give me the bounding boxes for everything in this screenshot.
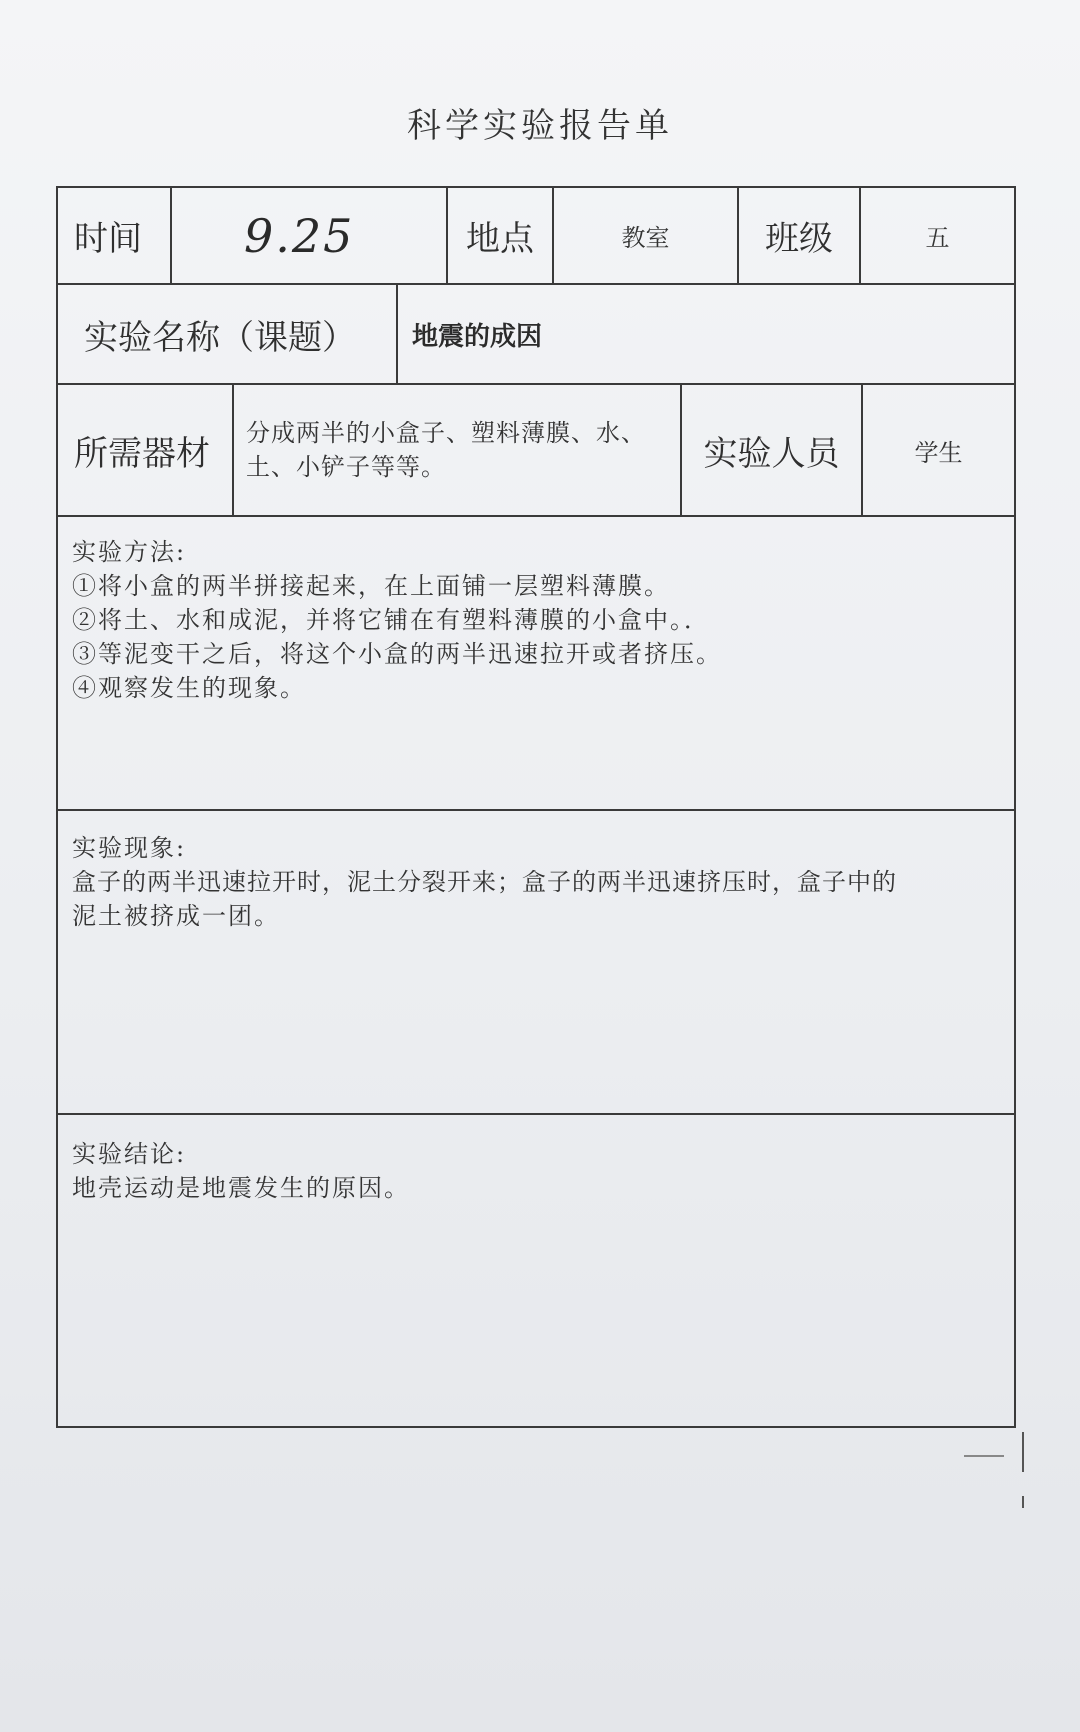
place-value: 教室 bbox=[554, 188, 739, 283]
time-value: 9.25 bbox=[172, 188, 448, 283]
staff-value: 学生 bbox=[914, 438, 963, 467]
row-experiment-name bbox=[58, 285, 1014, 385]
phenomenon-heading: 实验现象: bbox=[72, 834, 187, 862]
staff-label: 实验人员 bbox=[682, 385, 863, 515]
conclusion-line: 地壳运动是地震发生的原因。 bbox=[72, 1174, 410, 1202]
row-time-place-class bbox=[58, 188, 1014, 285]
page-title: 科学实验报告单 bbox=[407, 106, 673, 146]
method-step: ③等泥变干之后，将这个小盒的两半迅速拉开或者挤压。 bbox=[72, 640, 722, 668]
method-step: ②将土、水和成泥，并将它铺在有塑料薄膜的小盒中。． bbox=[72, 606, 710, 634]
method-step: ④观察发生的现象。 bbox=[72, 674, 306, 702]
row-materials-staff bbox=[58, 385, 1014, 517]
scan-mark bbox=[1022, 1496, 1024, 1508]
method-heading: 实验方法: bbox=[72, 538, 187, 566]
conclusion-section bbox=[58, 1115, 1014, 1426]
place-label: 地点 bbox=[448, 188, 554, 283]
experiment-name-value: 地震的成因 bbox=[412, 321, 543, 352]
class-label: 班级 bbox=[739, 188, 861, 283]
materials-label: 所需器材 bbox=[58, 385, 234, 515]
conclusion-heading: 实验结论: bbox=[72, 1140, 187, 1168]
phenomenon-section bbox=[58, 811, 1014, 1115]
phenomenon-line: 盒子的两半迅速拉开时，泥土分裂开来；盒子的两半迅速挤压时，盒子中的 bbox=[72, 868, 897, 896]
report-table bbox=[56, 186, 1016, 1428]
time-label: 时间 bbox=[58, 188, 172, 283]
scan-mark bbox=[964, 1455, 1004, 1457]
method-step: ①将小盒的两半拼接起来，在上面铺一层塑料薄膜。 bbox=[72, 572, 670, 600]
method-section bbox=[58, 517, 1014, 811]
experiment-name-label: 实验名称（课题） bbox=[58, 285, 398, 383]
scan-mark bbox=[1022, 1432, 1024, 1472]
phenomenon-line: 泥土被挤成一团。 bbox=[72, 902, 280, 930]
materials-value: 分成两半的小盒子、塑料薄膜、水、土、小铲子等等。 bbox=[234, 385, 682, 515]
class-value: 五 bbox=[925, 224, 950, 252]
